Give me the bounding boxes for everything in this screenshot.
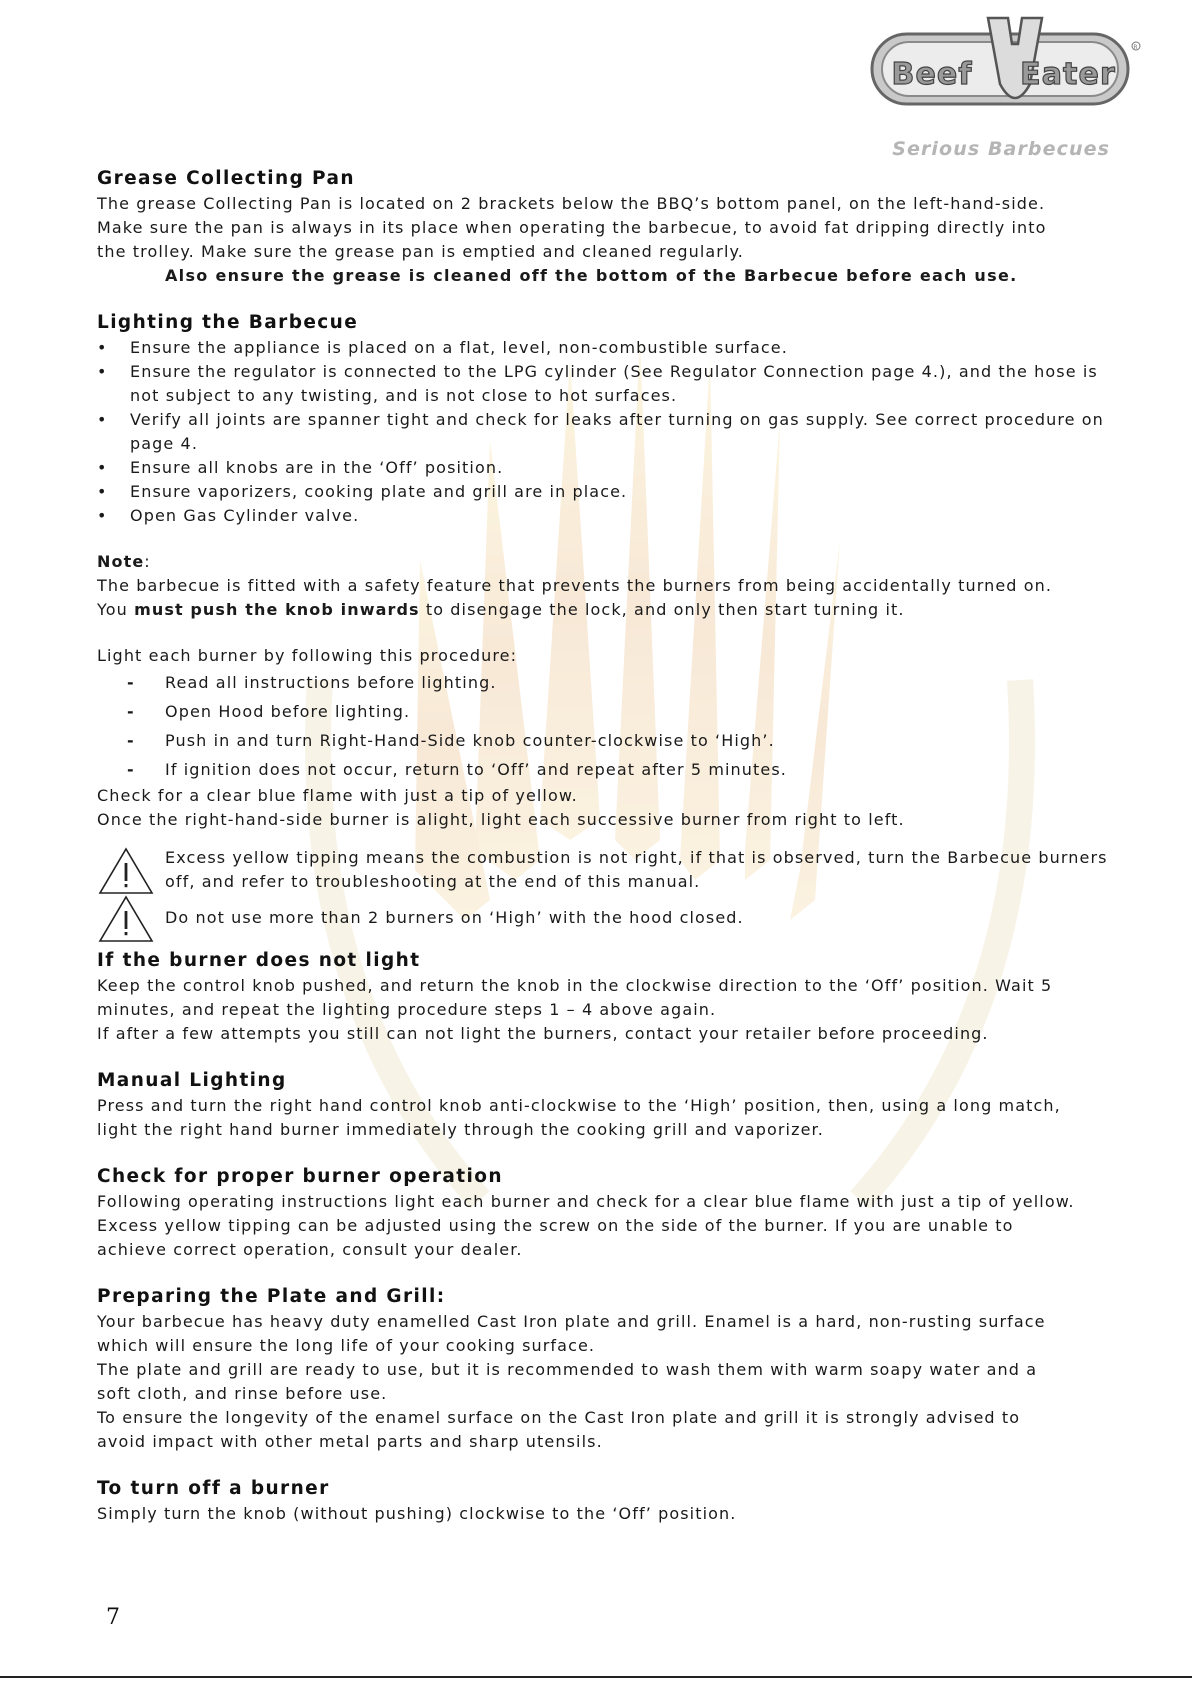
list-item: - If ignition does not occur, return to ‘Off’ and repeat after 5 minutes. (97, 755, 1127, 784)
turn-off-line-1: Simply turn the knob (without pushing) clockwise to the ‘Off’ position. (97, 1504, 737, 1523)
plate-line-4: soft cloth, and rinse before use. (97, 1384, 388, 1403)
check-line-2: Excess yellow tipping can be adjusted using the screw on the side of the burner. If you are unable to (97, 1216, 1014, 1235)
warning-triangle-icon (97, 894, 155, 944)
warning-yellow-tipping (97, 846, 1127, 894)
warning-text: Excess yellow tipping means the combustion is not right, if that is observed, turn the Barbecue burners off, and refer to troubleshooting at the end of this manual. (165, 848, 1108, 891)
logo-word-left: Beef (891, 57, 973, 92)
page-content (97, 166, 1127, 1526)
plate-line-3: The plate and grill are ready to use, but it is recommended to wash them with warm soapy water and a (97, 1360, 1038, 1379)
grease-bold-note: Also ensure the grease is cleaned off the bottom of the Barbecue before each use. (165, 266, 1018, 285)
section-title-plate: Preparing the Plate and Grill: (97, 1286, 446, 1307)
footer-divider (0, 1676, 1192, 1678)
logo-tagline: Serious Barbecues (892, 138, 1110, 160)
plate-line-6: avoid impact with other metal parts and sharp utensils. (97, 1432, 603, 1451)
list-item: • Open Gas Cylinder valve. (97, 504, 1127, 528)
note-label: Note (97, 552, 145, 571)
plate-line-2: which will ensure the long life of your cooking surface. (97, 1336, 596, 1355)
section-title-grease: Grease Collecting Pan (97, 168, 355, 189)
beefeater-logo (870, 14, 1150, 164)
procedure-after-1: Check for a clear blue flame with just a tip of yellow. (97, 786, 578, 805)
grease-line-2: Make sure the pan is always in its place when operating the barbecue, to avoid fat dripping directly into (97, 218, 1047, 237)
note-line-1: The barbecue is fitted with a safety feature that prevents the burners from being accidentally turned on. (97, 576, 1053, 595)
lighting-checklist (97, 336, 1127, 528)
list-item: - Open Hood before lighting. (97, 697, 1127, 726)
grease-line-1: The grease Collecting Pan is located on 2 brackets below the BBQ’s bottom panel, on the left-hand-side. (97, 194, 1046, 213)
warning-text: Do not use more than 2 burners on ‘High’ with the hood closed. (165, 908, 744, 927)
list-item: • Verify all joints are spanner tight and check for leaks after turning on gas supply. See correct procedure on page 4. (97, 408, 1127, 456)
section-no-light (97, 948, 1127, 1046)
section-lighting (97, 310, 1127, 528)
warning-high-burners (97, 894, 1127, 942)
manual-line-2: light the right hand burner immediately through the cooking grill and vaporizer. (97, 1120, 824, 1139)
section-title-lighting: Lighting the Barbecue (97, 312, 359, 333)
check-line-3: achieve correct operation, consult your dealer. (97, 1240, 523, 1259)
procedure-steps (97, 668, 1127, 784)
note-line-2: You must push the knob inwards to disengage the lock, and only then start turning it. (97, 600, 905, 619)
no-light-line-2: minutes, and repeat the lighting procedure steps 1 – 4 above again. (97, 1000, 717, 1019)
list-item: • Ensure all knobs are in the ‘Off’ position. (97, 456, 1127, 480)
plate-line-1: Your barbecue has heavy duty enamelled Cast Iron plate and grill. Enamel is a hard, non-rusting surface (97, 1312, 1046, 1331)
section-turn-off (97, 1476, 1127, 1526)
section-grease-pan (97, 166, 1127, 288)
section-plate-grill (97, 1284, 1127, 1454)
no-light-line-3: If after a few attempts you still can not light the burners, contact your retailer before proceeding. (97, 1024, 989, 1043)
note-emphasis: must push the knob inwards (134, 600, 420, 619)
no-light-line-1: Keep the control knob pushed, and return the knob in the clockwise direction to the ‘Off’ position. Wait 5 (97, 976, 1053, 995)
section-title-check: Check for proper burner operation (97, 1166, 503, 1187)
section-manual-lighting (97, 1068, 1127, 1142)
warning-triangle-icon (97, 846, 155, 896)
section-procedure (97, 644, 1127, 832)
section-note (97, 550, 1127, 622)
section-title-turn-off: To turn off a burner (97, 1478, 330, 1499)
logo-word-right: Eater (1020, 57, 1116, 92)
section-title-manual: Manual Lighting (97, 1070, 287, 1091)
check-line-1: Following operating instructions light each burner and check for a clear blue flame with just a tip of yellow. (97, 1192, 1075, 1211)
list-item: • Ensure vaporizers, cooking plate and grill are in place. (97, 480, 1127, 504)
list-item: - Read all instructions before lighting. (97, 668, 1127, 697)
list-item: • Ensure the appliance is placed on a flat, level, non-combustible surface. (97, 336, 1127, 360)
grease-line-3: the trolley. Make sure the grease pan is emptied and cleaned regularly. (97, 242, 744, 261)
procedure-after-2: Once the right-hand-side burner is alight, light each successive burner from right to left. (97, 810, 905, 829)
section-check-operation (97, 1164, 1127, 1262)
procedure-intro: Light each burner by following this procedure: (97, 646, 518, 665)
page-number: 7 (106, 1605, 120, 1630)
manual-line-1: Press and turn the right hand control knob anti-clockwise to the ‘High’ position, then, using a long match, (97, 1096, 1061, 1115)
section-title-no-light: If the burner does not light (97, 950, 421, 971)
svg-text:R: R (1133, 44, 1139, 51)
list-item: - Push in and turn Right-Hand-Side knob counter-clockwise to ‘High’. (97, 726, 1127, 755)
plate-line-5: To ensure the longevity of the enamel surface on the Cast Iron plate and grill it is strongly advised to (97, 1408, 1021, 1427)
list-item: • Ensure the regulator is connected to the LPG cylinder (See Regulator Connection page 4.), and the hose is not subject to any twisting, and is not close to hot surfaces. (97, 360, 1127, 408)
note-heading: Note: (97, 552, 151, 571)
